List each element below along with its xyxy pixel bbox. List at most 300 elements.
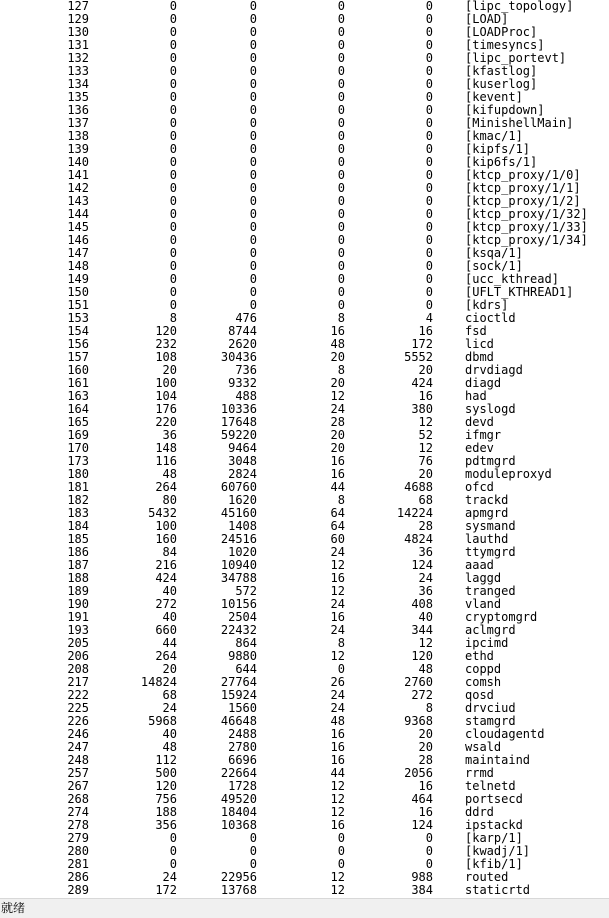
value-cell: 216 (155, 558, 177, 572)
value-cell: 0 (249, 259, 257, 273)
value-cell: 12 (330, 558, 345, 572)
pid-cell: 141 (67, 168, 89, 182)
pid-cell: 144 (67, 207, 89, 221)
pid-cell: 134 (67, 77, 89, 91)
value-cell: 20 (162, 662, 177, 676)
value-cell: 59220 (220, 428, 257, 442)
process-row (0, 338, 609, 351)
pid-cell: 268 (67, 792, 89, 806)
value-cell: 0 (337, 155, 345, 169)
value-cell: 24 (330, 402, 345, 416)
process-row (0, 416, 609, 429)
process-row (0, 0, 609, 13)
process-name: fsd (465, 324, 487, 338)
pid-cell: 136 (67, 103, 89, 117)
process-name: [kfastlog] (465, 64, 538, 78)
process-name: diagd (465, 376, 502, 390)
value-cell: 756 (155, 792, 177, 806)
value-cell: 44 (330, 480, 345, 494)
value-cell: 0 (169, 857, 177, 871)
pid-cell: 132 (67, 51, 89, 65)
value-cell: 100 (155, 519, 177, 533)
process-name: ipcimd (465, 636, 509, 650)
value-cell: 0 (169, 298, 177, 312)
process-name: [ktcp_proxy/1/32] (465, 207, 588, 221)
value-cell: 124 (411, 558, 433, 572)
process-name: laggd (465, 571, 502, 585)
process-row (0, 403, 609, 416)
process-name: [kwadj/1] (465, 844, 531, 858)
value-cell: 40 (418, 610, 433, 624)
value-cell: 3048 (228, 454, 257, 468)
value-cell: 15924 (220, 688, 257, 702)
process-row (0, 676, 609, 689)
process-name: [lipc_portevt] (465, 51, 567, 65)
value-cell: 0 (337, 51, 345, 65)
process-name: coppd (465, 662, 502, 676)
value-cell: 20 (330, 441, 345, 455)
value-cell: 0 (249, 298, 257, 312)
value-cell: 660 (155, 623, 177, 637)
value-cell: 0 (425, 207, 433, 221)
process-name: had (465, 389, 487, 403)
value-cell: 0 (169, 207, 177, 221)
process-name: apmgrd (465, 506, 509, 520)
value-cell: 0 (425, 116, 433, 130)
process-name: pdtmgrd (465, 454, 516, 468)
value-cell: 0 (169, 103, 177, 117)
pid-cell: 142 (67, 181, 89, 195)
value-cell: 64 (330, 519, 345, 533)
value-cell: 48 (162, 467, 177, 481)
value-cell: 0 (337, 77, 345, 91)
value-cell: 408 (411, 597, 433, 611)
process-name: [ktcp_proxy/1/34] (465, 233, 588, 247)
value-cell: 572 (235, 584, 257, 598)
process-name: wsald (465, 740, 502, 754)
process-name: [MinishellMain] (465, 116, 574, 130)
value-cell: 4688 (404, 480, 433, 494)
value-cell: 0 (169, 259, 177, 273)
value-cell: 28 (418, 753, 433, 767)
value-cell: 2056 (404, 766, 433, 780)
value-cell: 0 (169, 77, 177, 91)
process-row (0, 312, 609, 325)
value-cell: 2760 (404, 675, 433, 689)
value-cell: 0 (169, 25, 177, 39)
value-cell: 0 (249, 155, 257, 169)
value-cell: 20 (330, 376, 345, 390)
process-row (0, 767, 609, 780)
value-cell: 0 (249, 233, 257, 247)
value-cell: 0 (425, 272, 433, 286)
value-cell: 8 (337, 363, 345, 377)
value-cell: 18404 (220, 805, 257, 819)
value-cell: 2488 (228, 727, 257, 741)
value-cell: 232 (155, 337, 177, 351)
value-cell: 1020 (228, 545, 257, 559)
process-name: [lipc_topology] (465, 0, 574, 13)
value-cell: 0 (337, 25, 345, 39)
process-row (0, 364, 609, 377)
value-cell: 0 (337, 220, 345, 234)
value-cell: 0 (337, 168, 345, 182)
value-cell: 34788 (220, 571, 257, 585)
value-cell: 0 (169, 38, 177, 52)
pid-cell: 127 (67, 0, 89, 13)
process-name: [ktcp_proxy/1/2] (465, 194, 581, 208)
process-row (0, 481, 609, 494)
value-cell: 0 (169, 844, 177, 858)
value-cell: 0 (169, 220, 177, 234)
process-row (0, 429, 609, 442)
process-row (0, 637, 609, 650)
value-cell: 220 (155, 415, 177, 429)
process-name: rrmd (465, 766, 494, 780)
value-cell: 0 (249, 51, 257, 65)
value-cell: 0 (425, 0, 433, 13)
value-cell: 988 (411, 870, 433, 884)
value-cell: 27764 (220, 675, 257, 689)
process-row (0, 494, 609, 507)
value-cell: 36 (418, 545, 433, 559)
value-cell: 12 (330, 584, 345, 598)
process-name: devd (465, 415, 494, 429)
value-cell: 9880 (228, 649, 257, 663)
value-cell: 0 (249, 103, 257, 117)
value-cell: 16 (418, 389, 433, 403)
pid-cell: 138 (67, 129, 89, 143)
value-cell: 12 (418, 441, 433, 455)
value-cell: 0 (425, 181, 433, 195)
value-cell: 736 (235, 363, 257, 377)
process-name: lauthd (465, 532, 509, 546)
value-cell: 0 (337, 844, 345, 858)
value-cell: 60760 (220, 480, 257, 494)
value-cell: 10368 (220, 818, 257, 832)
process-row (0, 377, 609, 390)
value-cell: 5552 (404, 350, 433, 364)
pid-cell: 185 (67, 532, 89, 546)
process-name: drvdiagd (465, 363, 523, 377)
process-row (0, 624, 609, 637)
value-cell: 8 (337, 493, 345, 507)
value-cell: 24 (330, 597, 345, 611)
value-cell: 0 (337, 181, 345, 195)
process-row (0, 728, 609, 741)
value-cell: 8 (337, 311, 345, 325)
process-row (0, 559, 609, 572)
value-cell: 2780 (228, 740, 257, 754)
value-cell: 14824 (140, 675, 177, 689)
pid-cell: 206 (67, 649, 89, 663)
value-cell: 1408 (228, 519, 257, 533)
process-name: maintaind (465, 753, 531, 767)
value-cell: 22432 (220, 623, 257, 637)
value-cell: 0 (337, 0, 345, 13)
pid-cell: 222 (67, 688, 89, 702)
value-cell: 0 (249, 844, 257, 858)
value-cell: 2504 (228, 610, 257, 624)
process-name: portsecd (465, 792, 523, 806)
process-name: cryptomgrd (465, 610, 538, 624)
process-name: [UFLT_KTHREAD1] (465, 285, 574, 299)
value-cell: 64 (330, 506, 345, 520)
process-row (0, 858, 609, 871)
value-cell: 500 (155, 766, 177, 780)
pid-cell: 217 (67, 675, 89, 689)
value-cell: 17648 (220, 415, 257, 429)
value-cell: 0 (337, 12, 345, 26)
value-cell: 0 (337, 233, 345, 247)
pid-cell: 226 (67, 714, 89, 728)
value-cell: 476 (235, 311, 257, 325)
value-cell: 8 (425, 701, 433, 715)
process-row (0, 585, 609, 598)
value-cell: 172 (411, 337, 433, 351)
process-name: drvciud (465, 701, 516, 715)
value-cell: 104 (155, 389, 177, 403)
value-cell: 16 (418, 805, 433, 819)
process-name: [kfib/1] (465, 857, 523, 871)
value-cell: 24 (330, 701, 345, 715)
value-cell: 0 (425, 129, 433, 143)
value-cell: 80 (162, 493, 177, 507)
process-row (0, 884, 609, 897)
process-name: [kdrs] (465, 298, 509, 312)
value-cell: 188 (155, 805, 177, 819)
pid-cell: 246 (67, 727, 89, 741)
process-row (0, 611, 609, 624)
pid-cell: 170 (67, 441, 89, 455)
pid-cell: 151 (67, 298, 89, 312)
value-cell: 0 (337, 831, 345, 845)
value-cell: 0 (337, 116, 345, 130)
pid-cell: 140 (67, 155, 89, 169)
value-cell: 28 (330, 415, 345, 429)
value-cell: 10156 (220, 597, 257, 611)
process-name: dbmd (465, 350, 494, 364)
value-cell: 5968 (148, 714, 177, 728)
value-cell: 24 (418, 571, 433, 585)
value-cell: 0 (169, 0, 177, 13)
value-cell: 24 (162, 701, 177, 715)
value-cell: 1728 (228, 779, 257, 793)
process-name: aclmgrd (465, 623, 516, 637)
value-cell: 10336 (220, 402, 257, 416)
pid-cell: 187 (67, 558, 89, 572)
value-cell: 0 (425, 38, 433, 52)
value-cell: 0 (249, 64, 257, 78)
status-bar (0, 898, 609, 918)
value-cell: 49520 (220, 792, 257, 806)
value-cell: 28 (418, 519, 433, 533)
value-cell: 24 (162, 870, 177, 884)
pid-cell: 183 (67, 506, 89, 520)
value-cell: 0 (249, 168, 257, 182)
process-row (0, 299, 609, 312)
value-cell: 12 (330, 883, 345, 897)
process-name: ifmgr (465, 428, 502, 442)
pid-cell: 225 (67, 701, 89, 715)
pid-cell: 279 (67, 831, 89, 845)
pid-cell: 267 (67, 779, 89, 793)
value-cell: 0 (337, 285, 345, 299)
process-name: moduleproxyd (465, 467, 552, 481)
value-cell: 120 (155, 779, 177, 793)
process-row (0, 793, 609, 806)
pid-cell: 289 (67, 883, 89, 897)
value-cell: 0 (169, 12, 177, 26)
process-row (0, 286, 609, 299)
value-cell: 0 (169, 155, 177, 169)
value-cell: 0 (169, 246, 177, 260)
value-cell: 20 (330, 428, 345, 442)
value-cell: 40 (162, 727, 177, 741)
value-cell: 0 (425, 168, 433, 182)
value-cell: 2824 (228, 467, 257, 481)
value-cell: 0 (337, 194, 345, 208)
pid-cell: 157 (67, 350, 89, 364)
value-cell: 68 (418, 493, 433, 507)
value-cell: 1560 (228, 701, 257, 715)
process-name: edev (465, 441, 494, 455)
pid-cell: 286 (67, 870, 89, 884)
value-cell: 0 (337, 103, 345, 117)
value-cell: 0 (425, 77, 433, 91)
value-cell: 9464 (228, 441, 257, 455)
value-cell: 424 (411, 376, 433, 390)
value-cell: 48 (162, 740, 177, 754)
process-name: [sock/1] (465, 259, 523, 273)
value-cell: 0 (425, 220, 433, 234)
process-name: telnetd (465, 779, 516, 793)
value-cell: 12 (330, 805, 345, 819)
value-cell: 0 (249, 857, 257, 871)
process-row (0, 325, 609, 338)
process-name: trackd (465, 493, 509, 507)
pid-cell: 193 (67, 623, 89, 637)
value-cell: 160 (155, 532, 177, 546)
pid-cell: 190 (67, 597, 89, 611)
pid-cell: 205 (67, 636, 89, 650)
process-name: [ksqa/1] (465, 246, 523, 260)
value-cell: 24 (330, 545, 345, 559)
value-cell: 20 (418, 727, 433, 741)
value-cell: 24 (330, 688, 345, 702)
value-cell: 0 (249, 246, 257, 260)
process-name: ipstackd (465, 818, 523, 832)
process-name: [LOAD] (465, 12, 509, 26)
value-cell: 0 (169, 285, 177, 299)
value-cell: 4 (425, 311, 433, 325)
value-cell: 1620 (228, 493, 257, 507)
process-row (0, 702, 609, 715)
value-cell: 0 (169, 51, 177, 65)
pid-cell: 189 (67, 584, 89, 598)
pid-cell: 180 (67, 467, 89, 481)
value-cell: 0 (337, 38, 345, 52)
pid-cell: 145 (67, 220, 89, 234)
value-cell: 864 (235, 636, 257, 650)
process-name: cioctld (465, 311, 516, 325)
value-cell: 0 (337, 64, 345, 78)
value-cell: 16 (418, 324, 433, 338)
process-name: staticrtd (465, 883, 531, 897)
value-cell: 264 (155, 480, 177, 494)
value-cell: 264 (155, 649, 177, 663)
value-cell: 8744 (228, 324, 257, 338)
pid-cell: 150 (67, 285, 89, 299)
process-name: vland (465, 597, 502, 611)
value-cell: 16 (330, 324, 345, 338)
value-cell: 0 (169, 129, 177, 143)
value-cell: 20 (418, 740, 433, 754)
pid-cell: 247 (67, 740, 89, 754)
value-cell: 356 (155, 818, 177, 832)
value-cell: 48 (418, 662, 433, 676)
value-cell: 0 (249, 25, 257, 39)
pid-cell: 181 (67, 480, 89, 494)
value-cell: 0 (337, 298, 345, 312)
pid-cell: 153 (67, 311, 89, 325)
value-cell: 36 (162, 428, 177, 442)
pid-cell: 139 (67, 142, 89, 156)
value-cell: 16 (418, 779, 433, 793)
value-cell: 0 (425, 259, 433, 273)
value-cell: 424 (155, 571, 177, 585)
value-cell: 0 (425, 857, 433, 871)
value-cell: 22664 (220, 766, 257, 780)
value-cell: 0 (425, 844, 433, 858)
pid-cell: 248 (67, 753, 89, 767)
value-cell: 16 (330, 740, 345, 754)
value-cell: 0 (249, 272, 257, 286)
value-cell: 0 (249, 38, 257, 52)
value-cell: 9332 (228, 376, 257, 390)
process-name: [ktcp_proxy/1/0] (465, 168, 581, 182)
process-name: ofcd (465, 480, 494, 494)
value-cell: 6696 (228, 753, 257, 767)
pid-cell: 182 (67, 493, 89, 507)
value-cell: 12 (330, 870, 345, 884)
process-name: sysmand (465, 519, 516, 533)
pid-cell: 165 (67, 415, 89, 429)
status-text: 就绪 (1, 901, 26, 915)
process-name: ethd (465, 649, 494, 663)
value-cell: 0 (249, 116, 257, 130)
value-cell: 40 (162, 584, 177, 598)
value-cell: 488 (235, 389, 257, 403)
process-name: [kipfs/1] (465, 142, 531, 156)
pid-cell: 280 (67, 844, 89, 858)
process-row (0, 754, 609, 767)
value-cell: 52 (418, 428, 433, 442)
pid-cell: 161 (67, 376, 89, 390)
value-cell: 172 (155, 883, 177, 897)
value-cell: 0 (169, 142, 177, 156)
value-cell: 36 (418, 584, 433, 598)
value-cell: 16 (330, 818, 345, 832)
value-cell: 12 (418, 636, 433, 650)
pid-cell: 146 (67, 233, 89, 247)
value-cell: 4824 (404, 532, 433, 546)
process-row (0, 572, 609, 585)
process-name: aaad (465, 558, 494, 572)
value-cell: 40 (162, 610, 177, 624)
value-cell: 0 (249, 0, 257, 13)
value-cell: 84 (162, 545, 177, 559)
